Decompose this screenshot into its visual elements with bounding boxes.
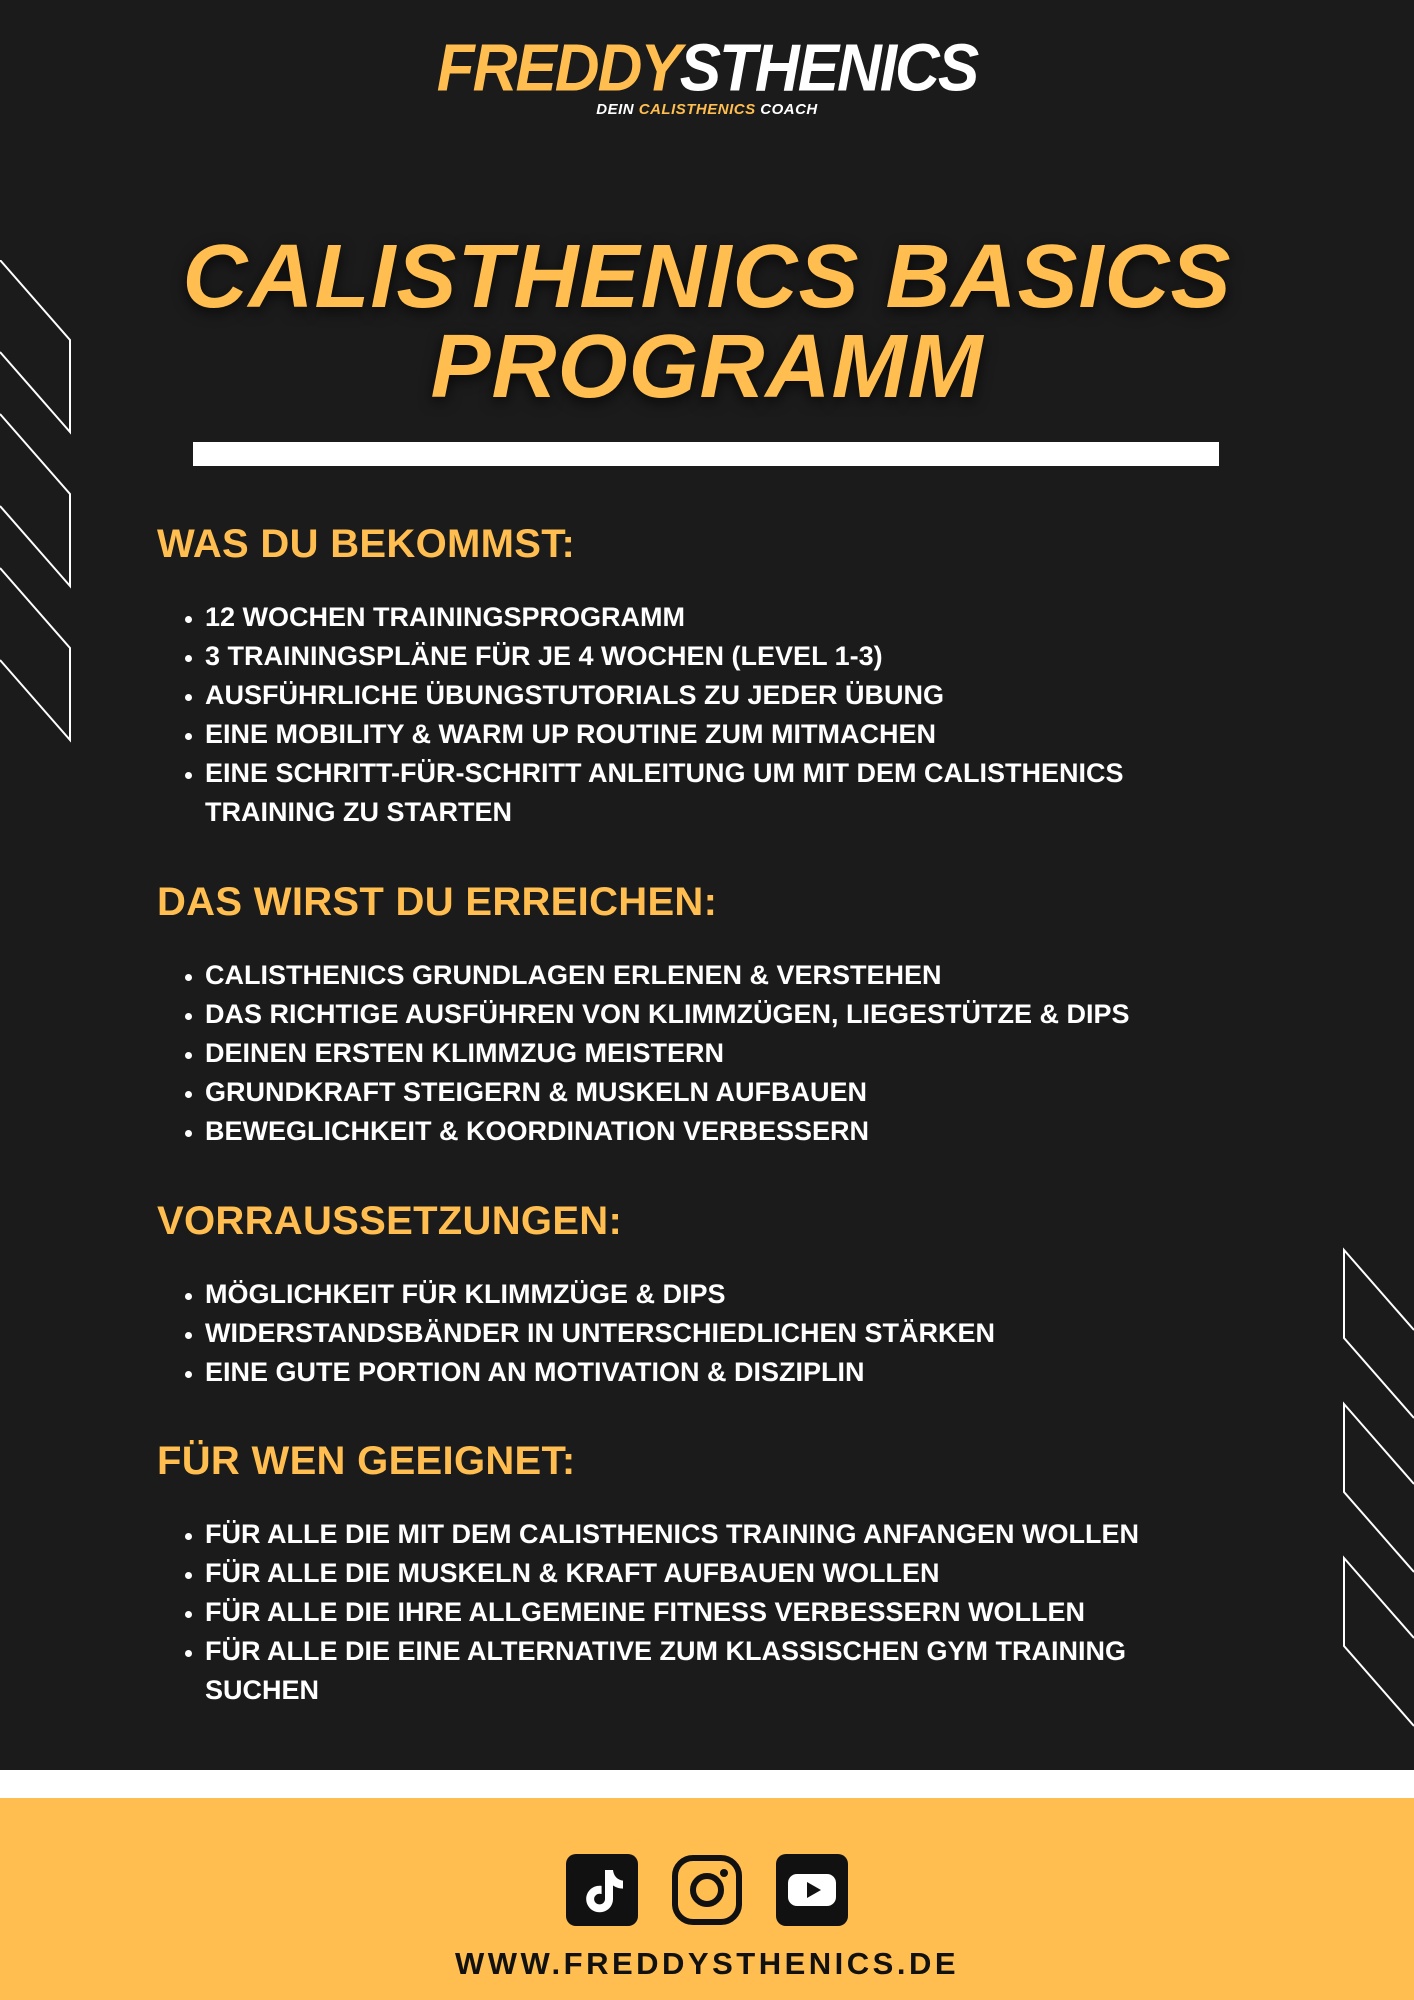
- youtube-icon: [776, 1854, 848, 1926]
- youtube-link[interactable]: [776, 1854, 848, 1926]
- list-item: • DEINEN ERSTEN KLIMMZUG MEISTERN: [205, 1034, 1257, 1073]
- list-item: • 3 TRAININGSPLÄNE FÜR JE 4 WOCHEN (LEVEL 1-3): [205, 637, 1257, 676]
- list-item: • FÜR ALLE DIE IHRE ALLGEMEINE FITNESS VERBESSERN WOLLEN: [205, 1593, 1257, 1632]
- list-item: • WIDERSTANDSBÄNDER IN UNTERSCHIEDLICHEN STÄRKEN: [205, 1314, 1257, 1353]
- section-fuer-wen-geeignet: [157, 1437, 1257, 1710]
- tagline-accent: CALISTHENICS: [638, 101, 756, 118]
- section-heading: DAS WIRST DU ERREICHEN:: [157, 880, 718, 924]
- bullet-list: [157, 956, 1257, 1151]
- decorative-stripes-left: [0, 260, 75, 750]
- title-line-1: CALISTHENICS BASICS: [182, 227, 1232, 327]
- instagram-link[interactable]: [671, 1854, 743, 1926]
- section-heading: VORRAUSSETZUNGEN:: [157, 1199, 623, 1243]
- section-das-wirst-du-erreichen: [157, 878, 1257, 1151]
- page-title: [0, 227, 1414, 417]
- list-item: • GRUNDKRAFT STEIGERN & MUSKELN AUFBAUEN: [205, 1073, 1257, 1112]
- list-item: • DAS RICHTIGE AUSFÜHREN VON KLIMMZÜGEN, LIEGESTÜTZE & DIPS: [205, 995, 1257, 1034]
- list-item: • 12 WOCHEN TRAININGSPROGRAMM: [205, 598, 1257, 637]
- section-heading: WAS DU BEKOMMST:: [157, 522, 576, 566]
- title-line-2: PROGRAMM: [430, 317, 984, 417]
- bullet-list: [157, 1515, 1257, 1710]
- bullet-list: [157, 1275, 1257, 1392]
- list-item: • BEWEGLICHKEIT & KOORDINATION VERBESSERN: [205, 1112, 1257, 1151]
- footer: [0, 1798, 1414, 2000]
- section-heading: FÜR WEN GEEIGNET:: [157, 1439, 576, 1483]
- list-item: • AUSFÜHRLICHE ÜBUNGSTUTORIALS ZU JEDER ÜBUNG: [205, 676, 1257, 715]
- section-vorraussetzungen: [157, 1197, 1257, 1392]
- list-item: • EINE GUTE PORTION AN MOTIVATION & DISZIPLIN: [205, 1353, 1257, 1392]
- list-item: • EINE SCHRITT-FÜR-SCHRITT ANLEITUNG UM MIT DEM CALISTHENICS TRAINING ZU STARTEN: [205, 754, 1225, 832]
- list-item: • EINE MOBILITY & WARM UP ROUTINE ZUM MITMACHEN: [205, 715, 1257, 754]
- list-item: • MÖGLICHKEIT FÜR KLIMMZÜGE & DIPS: [205, 1275, 1257, 1314]
- list-item: • CALISTHENICS GRUNDLAGEN ERLENEN & VERSTEHEN: [205, 956, 1257, 995]
- logo-part-sthenics: STHENICS: [679, 31, 978, 106]
- brand-logo: [0, 31, 1414, 118]
- instagram-icon: [671, 1854, 743, 1926]
- list-item: • FÜR ALLE DIE EINE ALTERNATIVE ZUM KLASSISCHEN GYM TRAINING SUCHEN: [205, 1632, 1205, 1710]
- tagline-pre: DEIN: [596, 101, 635, 118]
- section-was-du-bekommst: [157, 520, 1257, 832]
- logo-part-freddy: FREDDY: [436, 31, 680, 106]
- tiktok-link[interactable]: [566, 1854, 638, 1926]
- logo-wordmark: [436, 31, 978, 106]
- list-item: • FÜR ALLE DIE MIT DEM CALISTHENICS TRAINING ANFANGEN WOLLEN: [205, 1515, 1257, 1554]
- bullet-list: [157, 598, 1257, 832]
- title-divider: [193, 442, 1219, 466]
- list-item: • FÜR ALLE DIE MUSKELN & KRAFT AUFBAUEN WOLLEN: [205, 1554, 1257, 1593]
- footer-divider-band: [0, 1770, 1414, 1798]
- social-links: [566, 1854, 848, 1926]
- tagline-post: COACH: [760, 101, 818, 118]
- tiktok-icon: [566, 1854, 638, 1926]
- website-link[interactable]: WWW.FREDDYSTHENICS.DE: [454, 1946, 960, 1981]
- decorative-stripes-right: [1340, 1238, 1414, 1728]
